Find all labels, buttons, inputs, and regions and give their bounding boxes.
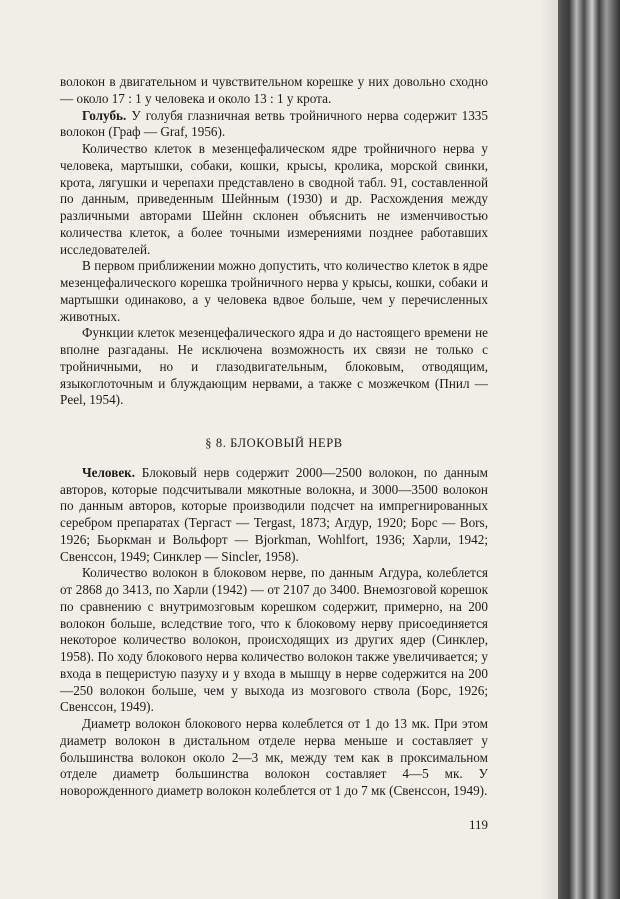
paragraph-text: В первом приближении можно допустить, что количество клеток в ядре мезенцефалического корешка тройничного нерва у крысы, кошки, собаки и мартышки одинаково, а у человека вдвое больше, чем у перечисленных животных. <box>60 258 488 324</box>
paragraph-text: Количество клеток в мезенцефалическом ядре тройничного нерва у человека, мартышки, собаки, кошки, крысы, кролика, морской свинки, крота, лягушки и черепахи представлено в сводной табл. 91, составленной по данным, приведенным Шейнным (1930) и др. Расхождения между различными авторами Шейнн склонен объяснить не изменчивостью количества клеток, а более точными измерениями позднее работавших исследователей. <box>60 141 488 257</box>
paragraph-text: Блоковый нерв содержит 2000—2500 волокон, по данным авторов, которые подсчитывали мякотные волокна, и 3000—3500 волокон по данным авторов, которые производили подсчет на импрегнированных серебром препаратах (Тергаст — Tergast, 1873; Агдур, 1920; Борс — Bors, 1926; Бьоркман и Вольфорт — Bjorkman, Wohlfort, 1936; Харли, 1942; Свенссон, 1949; Синклер — Sincler, 1958). <box>60 464 488 564</box>
paragraph-continuation <box>60 74 488 108</box>
binding-shadow <box>540 0 558 899</box>
paragraph-human <box>60 465 488 566</box>
paragraph-functions <box>60 325 488 409</box>
paragraph-text: Количество волокон в блоковом нерве, по данным Агдура, колеблется от 2868 до 3413, по Харли (1942) — от 2107 до 3400. Внемозговой корешок по сравнению с внутримозговым корешком содержит, примерно, на 200 волокон больше, вследствие того, что к блоковому нерву присоединяется некоторое количество волокон, происходящих из других ядер (Синклер, 1958). По ходу блокового нерва количество волокон также увеличивается; у входа в пещеристую пазуху и у входа в мышцу в нерве содержится на 200—250 волокон больше, чем у выхода из мозгового ствола (Борс, 1926; Свенссон, 1949). <box>60 565 488 715</box>
page-body <box>60 74 488 800</box>
paragraph-lead: Человек. <box>82 464 136 480</box>
paragraph-pigeon <box>60 108 488 142</box>
paragraph-text: Диаметр волокон блокового нерва колеблется от 1 до 13 мк. При этом диаметр волокон в дистальном отделе нерва меньше и составляет у большинства волокон около 2—3 мк, между тем как в проксимальном отделе диаметр большинства волокон составляет 4—5 мк. У новорожденного диаметр волокон колеблется от 1 до 7 мк (Свенссон, 1949). <box>60 716 488 798</box>
paragraph-fiber-count <box>60 565 488 716</box>
paragraph-lead: Голубь. <box>82 107 127 123</box>
page-number: 119 <box>468 817 488 832</box>
paragraph-approximation <box>60 258 488 325</box>
paragraph-text: волокон в двигательном и чувствительном корешке у них довольно сходно — около 17 : 1 у человека и около 13 : 1 у крота. <box>60 74 488 106</box>
section-heading: § 8. БЛОКОВЫЙ НЕРВ <box>205 436 343 450</box>
paragraph-text: У голубя глазничная ветвь тройничного нерва содержит 1335 волокон (Граф — Graf, 1956). <box>60 107 488 140</box>
paragraph-fiber-diameter <box>60 716 488 800</box>
page-edge-stack <box>558 0 620 899</box>
paragraph-text: Функции клеток мезенцефалического ядра и до настоящего времени не вполне разгаданы. Не исключена возможность их связи не только с тройничными, но и глазодвигательным, блоковым, отводящим, языкоглоточным и блуждающим нервами, а также с мозжечком (Пнил — Peel, 1954). <box>60 325 488 408</box>
paragraph-cell-count <box>60 141 488 258</box>
